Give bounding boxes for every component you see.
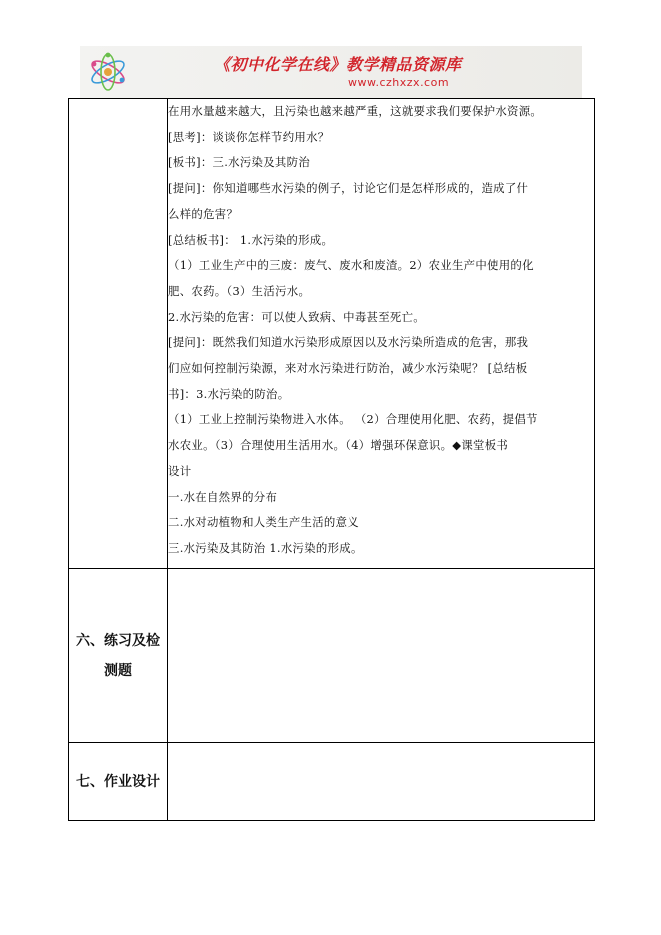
header-url: www.czhxzx.com xyxy=(348,76,450,89)
content-line: [总结板书]： 1.水污染的形成。 xyxy=(168,232,334,247)
content-line: 三.水污染及其防治 1.水污染的形成。 xyxy=(168,540,363,555)
content-line: 们应如何控制污染源，来对水污染进行防治，减少水污染呢？ [总结板 xyxy=(168,361,528,376)
table-row-practice xyxy=(69,569,595,743)
homework-label: 七、作业设计 xyxy=(76,773,160,790)
practice-label-line1: 六、练习及检 xyxy=(76,632,160,649)
content-line: 书]：3.水污染的防治。 xyxy=(168,386,290,401)
content-line: 一.水在自然界的分布 xyxy=(168,489,278,504)
empty-label-cell xyxy=(69,99,168,569)
content-line: （1）工业生产中的三废：废气、废水和废渣。2）农业生产中使用的化 xyxy=(168,258,534,273)
content-line: [思考]：谈谈你怎样节约用水？ xyxy=(168,129,330,144)
header-title: 《初中化学在线》教学精品资源库 xyxy=(214,55,462,74)
practice-label-line2: 测题 xyxy=(104,662,132,679)
content-line: 水农业。（3）合理使用生活用水。（4）增强环保意识。◆课堂板书 xyxy=(168,438,509,453)
content-cell xyxy=(168,99,595,569)
content-line: （1）工业上控制污染物进入水体。 （2）合理使用化肥、农药，提倡节 xyxy=(168,412,538,427)
table-row-homework xyxy=(69,743,595,821)
content-line: [提问]：既然我们知道水污染形成原因以及水污染所造成的危害，那我 xyxy=(168,335,529,350)
homework-content-cell xyxy=(168,743,595,821)
practice-label-cell xyxy=(69,569,168,743)
content-line: 设计 xyxy=(168,463,192,478)
content-line: 二.水对动植物和人类生产生活的意义 xyxy=(168,515,359,530)
practice-content-cell xyxy=(168,569,595,743)
content-line: 在用水量越来越大，且污染也越来越严重，这就要求我们要保护水资源。 xyxy=(168,104,543,118)
content-line: 肥、农药。（3）生活污水。 xyxy=(168,283,311,298)
content-line: 么样的危害？ xyxy=(168,206,239,221)
molecule-logo-icon xyxy=(86,50,130,94)
header-banner xyxy=(80,46,582,98)
homework-label-cell xyxy=(69,743,168,821)
lesson-table xyxy=(68,98,595,821)
content-line: 2.水污染的危害：可以使人致病、中毒甚至死亡。 xyxy=(168,309,425,324)
table-row-content xyxy=(69,99,595,569)
content-line: [提问]：你知道哪些水污染的例子，讨论它们是怎样形成的，造成了什 xyxy=(168,181,529,196)
content-line: [板书]：三.水污染及其防治 xyxy=(168,155,311,170)
